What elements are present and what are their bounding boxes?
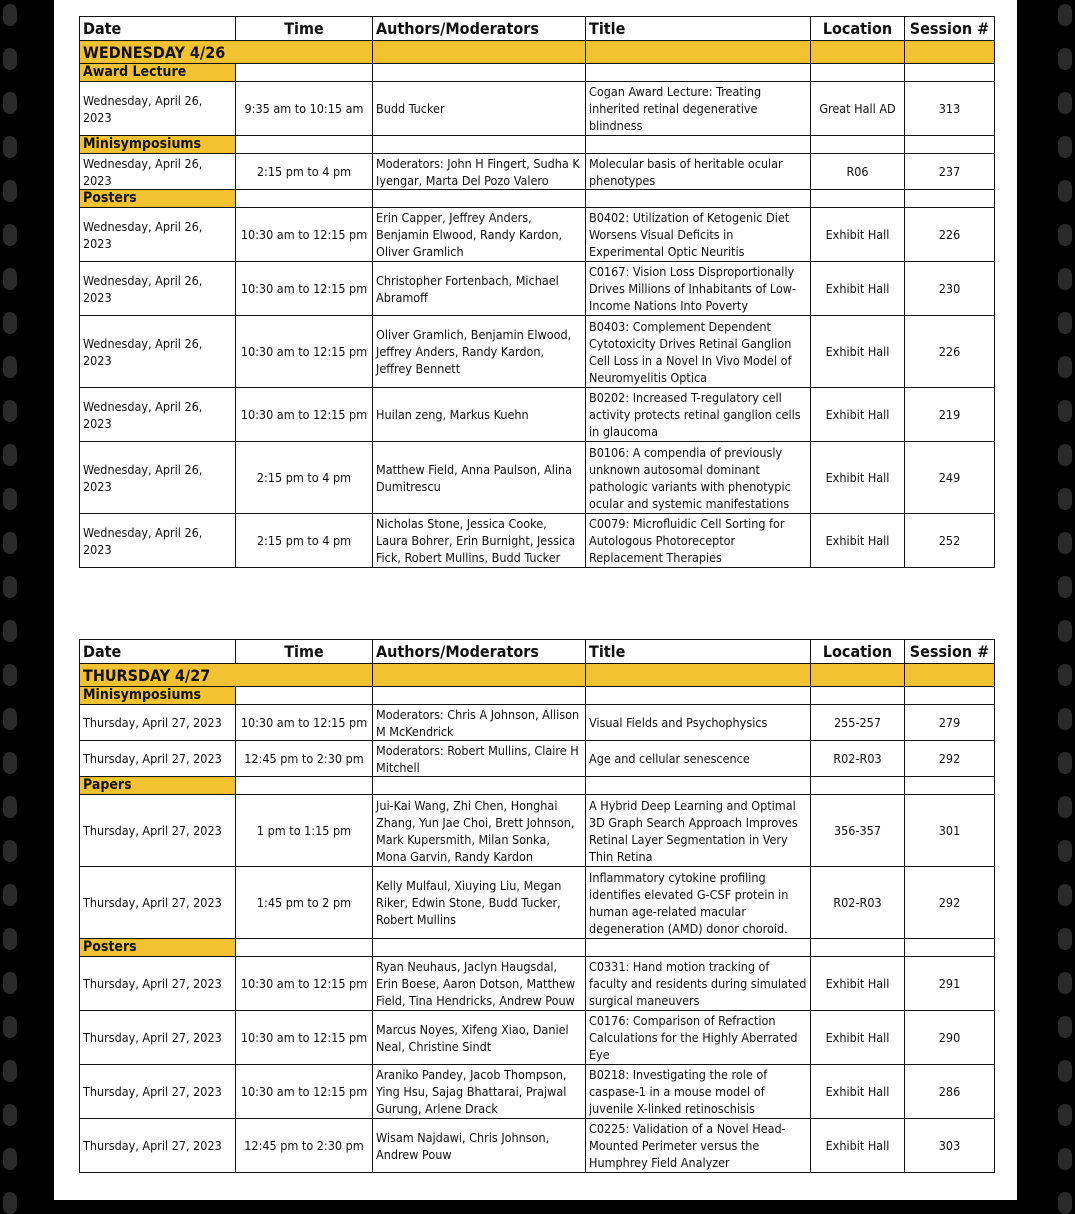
cell-session: 226: [905, 208, 995, 262]
border-bead: [3, 312, 17, 334]
border-bead: [3, 1104, 17, 1126]
cell-session: 279: [905, 705, 995, 741]
cell-authors: Nicholas Stone, Jessica Cooke, Laura Bohrer, Erin Burnight, Jessica Fick, Robert Mullins, Budd Tucker: [373, 514, 586, 568]
table-row: [80, 316, 995, 388]
border-bead: [3, 576, 17, 598]
border-bead: [3, 972, 17, 994]
cell-title: B0202: Increased T-regulatory cell activity protects retinal ganglion cells in glaucoma: [586, 388, 811, 442]
table-row: [80, 741, 995, 777]
category-label: Posters: [80, 190, 236, 208]
table-row: [80, 82, 995, 136]
border-bead: [1058, 1016, 1072, 1038]
cell-title: C0331: Hand motion tracking of faculty and residents during simulated surgical maneuvers: [586, 957, 811, 1011]
cell-time: 2:15 pm to 4 pm: [236, 442, 373, 514]
border-bead: [3, 356, 17, 378]
left-border-decoration: [0, 0, 20, 1200]
cell-title: Cogan Award Lecture: Treating inherited retinal degenerative blindness: [586, 82, 811, 136]
cell-location: Exhibit Hall: [811, 1119, 905, 1173]
border-bead: [1058, 928, 1072, 950]
table-row: [80, 705, 995, 741]
border-bead: [1058, 1148, 1072, 1170]
cell-location: 255-257: [811, 705, 905, 741]
border-bead: [3, 444, 17, 466]
cell-session: 301: [905, 795, 995, 867]
cell-title: C0167: Vision Loss Disproportionally Drives Millions of Inhabitants of Low-Income Nations Into Poverty: [586, 262, 811, 316]
thursday-schedule-table: [79, 639, 995, 1173]
cell-location: Exhibit Hall: [811, 957, 905, 1011]
category-row: [80, 136, 995, 154]
border-bead: [3, 708, 17, 730]
table-row: [80, 1119, 995, 1173]
border-bead: [1058, 1104, 1072, 1126]
table-row: [80, 442, 995, 514]
category-label: Award Lecture: [80, 64, 236, 82]
cell-date: Wednesday, April 26, 2023: [80, 82, 236, 136]
cell-title: Visual Fields and Psychophysics: [586, 705, 811, 741]
border-bead: [1058, 48, 1072, 70]
border-bead: [3, 532, 17, 554]
cell-time: 10:30 am to 12:15 pm: [236, 388, 373, 442]
header-title: Title: [586, 640, 811, 664]
border-bead: [3, 664, 17, 686]
cell-date: Wednesday, April 26, 2023: [80, 154, 236, 190]
header-time: Time: [236, 640, 373, 664]
border-bead: [1058, 268, 1072, 290]
header-session: Session #: [905, 640, 995, 664]
border-bead: [3, 1016, 17, 1038]
cell-date: Wednesday, April 26, 2023: [80, 388, 236, 442]
cell-authors: Christopher Fortenbach, Michael Abramoff: [373, 262, 586, 316]
cell-session: 249: [905, 442, 995, 514]
category-row: [80, 777, 995, 795]
cell-session: 313: [905, 82, 995, 136]
border-bead: [1058, 532, 1072, 554]
cell-date: Wednesday, April 26, 2023: [80, 514, 236, 568]
cell-location: Exhibit Hall: [811, 316, 905, 388]
cell-title: C0225: Validation of a Novel Head-Mounted Perimeter versus the Humphrey Field Analyzer: [586, 1119, 811, 1173]
cell-authors: Erin Capper, Jeffrey Anders, Benjamin Elwood, Randy Kardon, Oliver Gramlich: [373, 208, 586, 262]
border-bead: [1058, 840, 1072, 862]
table-row: [80, 262, 995, 316]
cell-time: 1 pm to 1:15 pm: [236, 795, 373, 867]
border-bead: [3, 224, 17, 246]
border-bead: [3, 1060, 17, 1082]
cell-title: B0403: Complement Dependent Cytotoxicity Drives Retinal Ganglion Cell Loss in a Novel In Vivo Model of Neuromyelitis Optica: [586, 316, 811, 388]
border-bead: [3, 48, 17, 70]
cell-time: 10:30 am to 12:15 pm: [236, 705, 373, 741]
cell-session: 226: [905, 316, 995, 388]
border-bead: [1058, 972, 1072, 994]
border-bead: [1058, 92, 1072, 114]
header-title: Title: [586, 17, 811, 41]
border-bead: [3, 1148, 17, 1170]
border-bead: [3, 488, 17, 510]
cell-time: 9:35 am to 10:15 am: [236, 82, 373, 136]
border-bead: [1058, 312, 1072, 334]
cell-location: Exhibit Hall: [811, 388, 905, 442]
cell-title: Inflammatory cytokine profiling identifies elevated G-CSF protein in human age-related macular degeneration (AMD) donor choroid.: [586, 867, 811, 939]
cell-date: Thursday, April 27, 2023: [80, 1065, 236, 1119]
cell-location: Exhibit Hall: [811, 514, 905, 568]
border-bead: [1058, 664, 1072, 686]
cell-authors: Kelly Mulfaul, Xiuying Liu, Megan Riker, Edwin Stone, Budd Tucker, Robert Mullins: [373, 867, 586, 939]
cell-date: Wednesday, April 26, 2023: [80, 208, 236, 262]
cell-session: 286: [905, 1065, 995, 1119]
header-authors: Authors/Moderators: [373, 640, 586, 664]
cell-location: Exhibit Hall: [811, 1065, 905, 1119]
cell-date: Wednesday, April 26, 2023: [80, 442, 236, 514]
table-row: [80, 514, 995, 568]
category-label: Posters: [80, 939, 236, 957]
cell-time: 12:45 pm to 2:30 pm: [236, 741, 373, 777]
cell-authors: Matthew Field, Anna Paulson, Alina Dumitrescu: [373, 442, 586, 514]
table-row: [80, 867, 995, 939]
border-bead: [3, 400, 17, 422]
category-row: [80, 190, 995, 208]
cell-time: 2:15 pm to 4 pm: [236, 154, 373, 190]
cell-title: A Hybrid Deep Learning and Optimal 3D Graph Search Approach Improves Retinal Layer Segmentation in Very Thin Retina: [586, 795, 811, 867]
border-bead: [3, 928, 17, 950]
header-location: Location: [811, 640, 905, 664]
cell-title: B0402: Utilization of Ketogenic Diet Worsens Visual Deficits in Experimental Optic Neuritis: [586, 208, 811, 262]
header-date: Date: [80, 17, 236, 41]
category-label: Minisymposiums: [80, 687, 236, 705]
border-bead: [3, 796, 17, 818]
border-bead: [1058, 1060, 1072, 1082]
table-row: [80, 1065, 995, 1119]
day-label: WEDNESDAY 4/26: [80, 41, 373, 64]
cell-authors: Moderators: Chris A Johnson, Allison M McKendrick: [373, 705, 586, 741]
day-row: [80, 664, 995, 687]
cell-session: 290: [905, 1011, 995, 1065]
cell-session: 237: [905, 154, 995, 190]
border-bead: [1058, 400, 1072, 422]
cell-date: Thursday, April 27, 2023: [80, 867, 236, 939]
border-bead: [3, 840, 17, 862]
cell-session: 291: [905, 957, 995, 1011]
table-row: [80, 388, 995, 442]
cell-location: Exhibit Hall: [811, 208, 905, 262]
cell-time: 10:30 am to 12:15 pm: [236, 208, 373, 262]
cell-authors: Marcus Noyes, Xifeng Xiao, Daniel Neal, Christine Sindt: [373, 1011, 586, 1065]
day-row: [80, 41, 995, 64]
border-bead: [3, 92, 17, 114]
header-location: Location: [811, 17, 905, 41]
border-bead: [3, 1192, 17, 1214]
header-session: Session #: [905, 17, 995, 41]
border-bead: [1058, 576, 1072, 598]
border-bead: [1058, 1192, 1072, 1214]
border-bead: [1058, 136, 1072, 158]
border-bead: [1058, 488, 1072, 510]
cell-time: 10:30 am to 12:15 pm: [236, 1065, 373, 1119]
cell-date: Thursday, April 27, 2023: [80, 1011, 236, 1065]
category-label: Papers: [80, 777, 236, 795]
table-row: [80, 1011, 995, 1065]
border-bead: [1058, 796, 1072, 818]
cell-date: Thursday, April 27, 2023: [80, 705, 236, 741]
cell-session: 303: [905, 1119, 995, 1173]
cell-location: R06: [811, 154, 905, 190]
category-row: [80, 939, 995, 957]
cell-session: 219: [905, 388, 995, 442]
category-row: [80, 687, 995, 705]
cell-time: 2:15 pm to 4 pm: [236, 514, 373, 568]
cell-session: 252: [905, 514, 995, 568]
cell-time: 10:30 am to 12:15 pm: [236, 262, 373, 316]
cell-location: 356-357: [811, 795, 905, 867]
border-bead: [1058, 4, 1072, 26]
cell-time: 12:45 pm to 2:30 pm: [236, 1119, 373, 1173]
category-label: Minisymposiums: [80, 136, 236, 154]
table-row: [80, 208, 995, 262]
cell-date: Thursday, April 27, 2023: [80, 1119, 236, 1173]
cell-authors: Huilan zeng, Markus Kuehn: [373, 388, 586, 442]
cell-time: 10:30 am to 12:15 pm: [236, 957, 373, 1011]
border-bead: [1058, 884, 1072, 906]
table-header-row: [80, 640, 995, 664]
cell-authors: Araniko Pandey, Jacob Thompson, Ying Hsu, Sajag Bhattarai, Prajwal Gurung, Arlene Drack: [373, 1065, 586, 1119]
border-bead: [3, 180, 17, 202]
cell-location: Exhibit Hall: [811, 442, 905, 514]
border-bead: [1058, 180, 1072, 202]
cell-session: 230: [905, 262, 995, 316]
cell-title: C0079: Microfluidic Cell Sorting for Autologous Photoreceptor Replacement Therapies: [586, 514, 811, 568]
cell-authors: Wisam Najdawi, Chris Johnson, Andrew Pouw: [373, 1119, 586, 1173]
cell-location: R02-R03: [811, 741, 905, 777]
cell-title: C0176: Comparison of Refraction Calculations for the Highly Aberrated Eye: [586, 1011, 811, 1065]
cell-location: Great Hall AD: [811, 82, 905, 136]
cell-authors: Moderators: Robert Mullins, Claire H Mitchell: [373, 741, 586, 777]
cell-date: Thursday, April 27, 2023: [80, 795, 236, 867]
cell-authors: Oliver Gramlich, Benjamin Elwood, Jeffrey Anders, Randy Kardon, Jeffrey Bennett: [373, 316, 586, 388]
cell-authors: Jui-Kai Wang, Zhi Chen, Honghai Zhang, Yun Jae Choi, Brett Johnson, Mark Kupersmith, Milan Sonka, Mona Garvin, Randy Kardon: [373, 795, 586, 867]
cell-title: B0106: A compendia of previously unknown autosomal dominant pathologic variants with phenotypic ocular and systemic manifestations: [586, 442, 811, 514]
border-bead: [1058, 444, 1072, 466]
header-date: Date: [80, 640, 236, 664]
cell-time: 1:45 pm to 2 pm: [236, 867, 373, 939]
right-border-decoration: [1055, 0, 1075, 1200]
cell-session: 292: [905, 867, 995, 939]
table-row: [80, 957, 995, 1011]
table-header-row: [80, 17, 995, 41]
border-bead: [1058, 752, 1072, 774]
cell-title: Molecular basis of heritable ocular phenotypes: [586, 154, 811, 190]
border-bead: [1058, 620, 1072, 642]
table-row: [80, 795, 995, 867]
border-bead: [1058, 224, 1072, 246]
border-bead: [3, 620, 17, 642]
cell-time: 10:30 am to 12:15 pm: [236, 1011, 373, 1065]
cell-date: Thursday, April 27, 2023: [80, 957, 236, 1011]
border-bead: [3, 4, 17, 26]
cell-time: 10:30 am to 12:15 pm: [236, 316, 373, 388]
cell-location: R02-R03: [811, 867, 905, 939]
header-time: Time: [236, 17, 373, 41]
border-bead: [3, 884, 17, 906]
cell-date: Thursday, April 27, 2023: [80, 741, 236, 777]
cell-authors: Budd Tucker: [373, 82, 586, 136]
wednesday-schedule-table: [79, 16, 995, 568]
header-authors: Authors/Moderators: [373, 17, 586, 41]
cell-title: B0218: Investigating the role of caspase-1 in a mouse model of juvenile X-linked retinoschisis: [586, 1065, 811, 1119]
border-bead: [3, 268, 17, 290]
cell-date: Wednesday, April 26, 2023: [80, 262, 236, 316]
border-bead: [1058, 356, 1072, 378]
cell-location: Exhibit Hall: [811, 1011, 905, 1065]
cell-location: Exhibit Hall: [811, 262, 905, 316]
schedule-page: [54, 0, 1017, 1200]
border-bead: [1058, 708, 1072, 730]
border-bead: [3, 136, 17, 158]
category-row: [80, 64, 995, 82]
border-bead: [3, 752, 17, 774]
cell-authors: Ryan Neuhaus, Jaclyn Haugsdal, Erin Boese, Aaron Dotson, Matthew Field, Tina Hendricks, Andrew Pouw: [373, 957, 586, 1011]
day-label: THURSDAY 4/27: [80, 664, 373, 687]
table-row: [80, 154, 995, 190]
cell-title: Age and cellular senescence: [586, 741, 811, 777]
cell-date: Wednesday, April 26, 2023: [80, 316, 236, 388]
cell-authors: Moderators: John H Fingert, Sudha K Iyengar, Marta Del Pozo Valero: [373, 154, 586, 190]
cell-session: 292: [905, 741, 995, 777]
